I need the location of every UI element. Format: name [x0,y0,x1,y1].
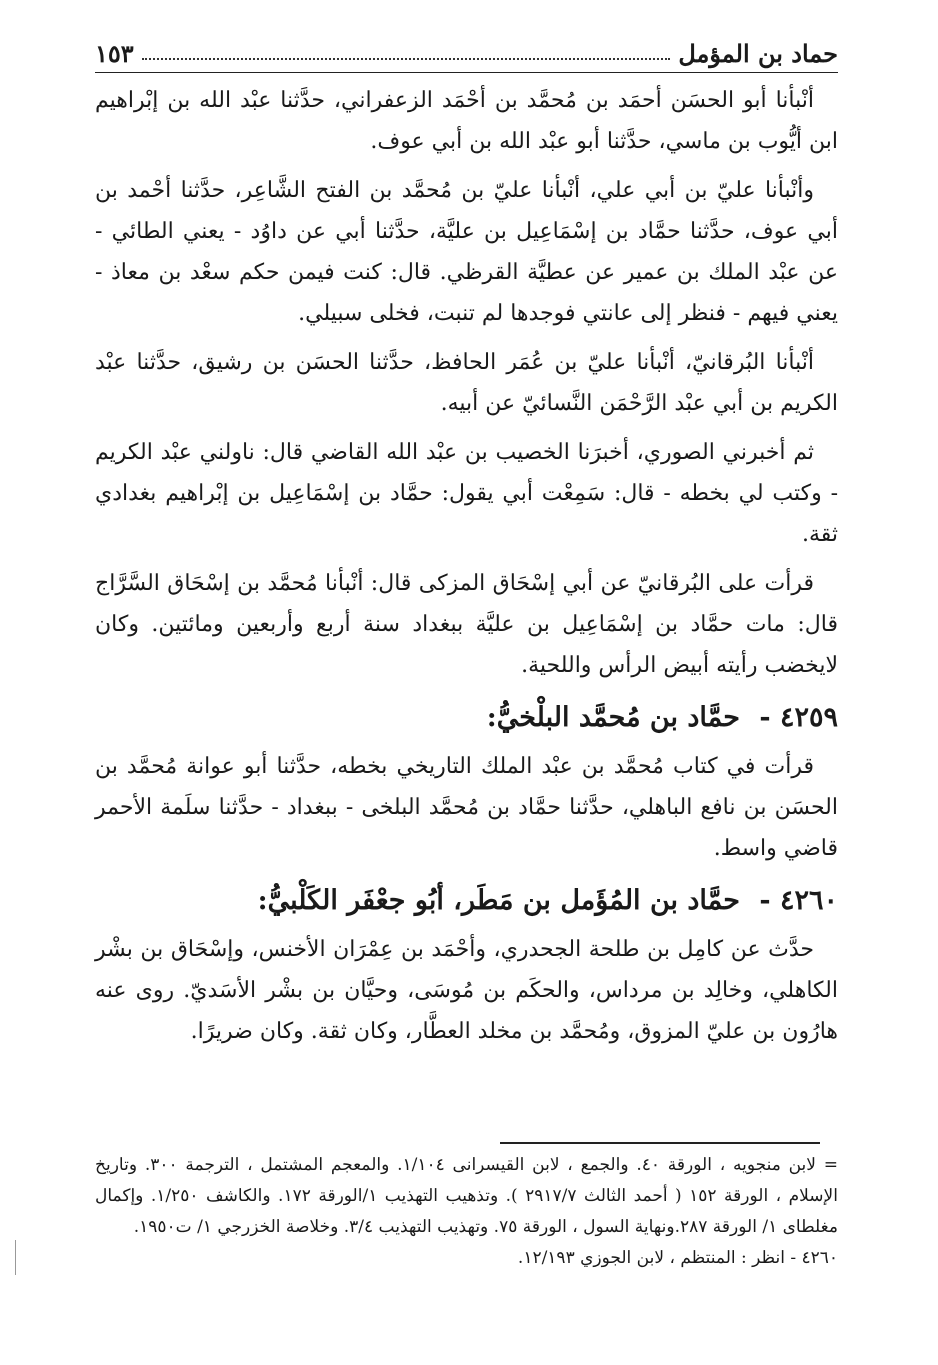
footnotes [95,1150,838,1274]
paragraph: أنْبأنا البُرقانيّ، أنْبأنا عليّ بن عُمَر الحافظ، حدَّثنا الحسَن بن رشيق، حدَّثنا عبْد الكريم بن أبي عبْد الرَّحْمَن النَّسائيّ عن أبيه. [95,350,838,416]
margin-mark [15,1240,16,1275]
paragraph: قرأت في كتاب مُحمَّد بن عبْد الملك التاريخي بخطه، حدَّثنا أبو عوانة مُحمَّد بن الحسَن بن نافع الباهلي، حدَّثنا حمَّاد بن مُحمَّد البلخى - ببغداد - حدَّثنا سلَمة الأحمر قاضي واسط. [95,754,838,861]
entry-name: حمَّاد بن المُؤَمل بن مَطَر، أبُو جعْفَر الكَلْبيُّ: [257,885,740,916]
entry-heading [95,696,838,740]
entry-number: ٤٢٦٠ - [759,885,838,916]
paragraph: ثم أخبرني الصوري، أخبرَنا الخصيب بن عبْد الله القاضي قال: ناولني عبْد الكريم - وكتب لي بخطه - قال: سَمِعْت أبي يقول: حمَّاد بن إسْمَاعِيل بن إبْراهيم بغدادي ثقة. [95,440,838,547]
footnote: ٤٢٦٠ - انظر : المنتظم ، لابن الجوزي ١٢/١٩٣. [517,1248,838,1268]
footnote-separator [500,1142,820,1144]
paragraph: وأنْبأنا عليّ بن أبي علي، أنْبأنا عليّ بن مُحمَّد بن الفتح الشَّاعِر، حدَّثنا أحْمد بن أبي عوف، حدَّثنا حمَّاد بن إسْمَاعِيل بن عليَّة، حدَّثنا أبي عن داوُد - يعني الطائي - عن عبْد الملك بن عمير عن عطيَّة القرظي. قال: كنت فيمن حكم سعْد بن معاذ - يعني فيهم - فنظر إلى عانتي فوجدها لم تنبت، فخلى سبيلي. [95,178,838,326]
footnote: = لابن منجويه ، الورقة ٤٠. والجمع ، لابن القيسرانى ١/١٠٤. والمعجم المشتمل ، الترجمة ٣٠٠. وتاريخ الإسلام ، الورقة ١٥٢ ( أحمد الثالث ٢٩١٧/٧ ). وتذهيب التهذيب ١/الورقة ١٧٢. والكاشف ١/٢٥٠. وإكمال مغلطاى ١/ الورقة ٢٨٧.ونهاية السول ، الورقة ٧٥. وتهذيب التهذيب ٣/٤. وخلاصة الخزرجي ١/ ت١٩٥٠. [95,1155,839,1237]
running-header [95,28,838,73]
page-number: ١٥٣ [95,39,134,68]
entry-heading [95,879,838,923]
paragraph: أنْبأنا أبو الحسَن أحمَد بن مُحمَّد بن أحْمَد الزعفراني، حدَّثنا عبْد الله بن إبْراهيم ابن أيُّوب بن ماسي، حدَّثنا أبو عبْد الله بن أبي عوف. [95,88,838,154]
main-text [95,80,838,1060]
paragraph: حدَّث عن كامِل بن طلحة الجحدري، وأحْمَد بن عِمْرَان الأخنس، وإسْحَاق بن بشْر الكاهلي، وخالِد بن مرداس، والحكَم بن مُوسَى، وحيَّان بن بشْر الأسَديّ. روى عنه هارُون بن عليّ المزوق، ومُحمَّد بن مخلد العطَّار، وكان ثقة. وكان ضريرًا. [95,937,838,1044]
header-leader-dots [142,58,671,60]
running-title: حماد بن المؤمل [678,39,838,68]
paragraph: قرأت على البُرقانيّ عن أبي إسْحَاق المزكى قال: أنْبأنا مُحمَّد بن إسْحَاق السَّرَّاج قال: مات حمَّاد بن إسْمَاعِيل بن عليَّة ببغداد سنة أربع وأربعين ومائتين. وكان لايخضب رأيته أبيض الرأس واللحية. [95,571,838,678]
entry-name: حمَّاد بن مُحمَّد البلْخيُّ: [486,702,740,733]
entry-number: ٤٢٥٩ - [759,702,838,733]
